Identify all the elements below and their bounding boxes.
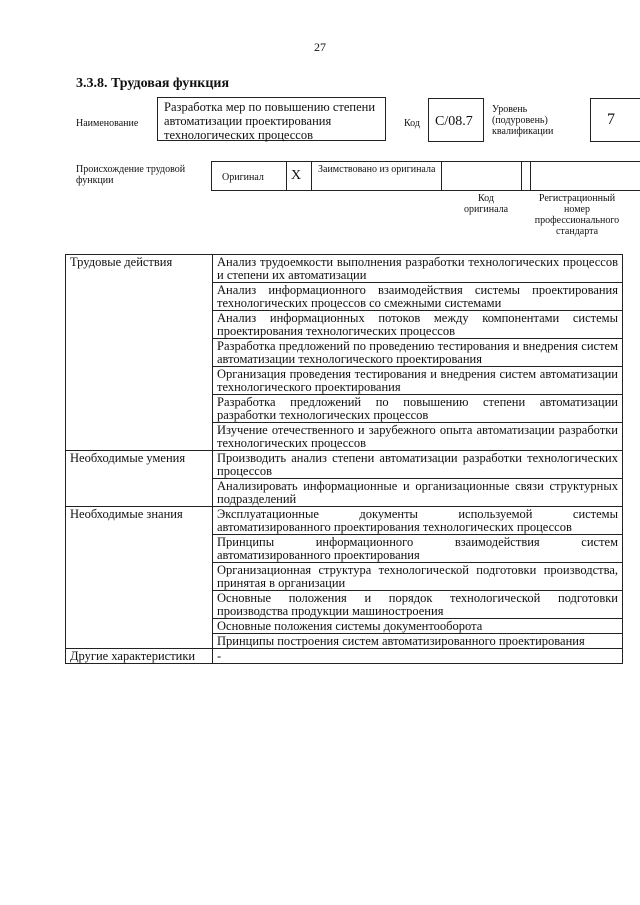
section-title: 3.3.8. Трудовая функция xyxy=(76,76,230,91)
section-item-cell: Анализ информационных потоков между компонентами системы проектирования технологических процессов xyxy=(213,311,623,339)
section-item-cell: Изучение отечественного и зарубежного опыта автоматизации разработки технологических процессов xyxy=(213,423,623,451)
section-item-cell: Эксплуатационные документы используемой системы автоматизированного проектирования технологических процессов xyxy=(213,507,623,535)
reg-number-cell xyxy=(521,161,640,191)
borrowed-cell xyxy=(311,161,441,191)
section-title-cell: Необходимые знания xyxy=(66,507,213,649)
section-item-cell: Основные положения системы документооборота xyxy=(213,619,623,634)
table-row xyxy=(66,507,623,535)
section-item-cell: Анализировать информационные и организационные связи структурных подразделений xyxy=(213,479,623,507)
table-row xyxy=(66,451,623,479)
name-value-box: Разработка мер по повышению степени автоматизации проектирования технологических процессов xyxy=(157,97,386,141)
section-item-cell: Организация проведения тестирования и внедрения систем автоматизации технологического проектирования xyxy=(213,367,623,395)
section-item-cell: Разработка предложений по повышению степени автоматизации разработки технологических процессов xyxy=(213,395,623,423)
section-title-cell: Трудовые действия xyxy=(66,255,213,451)
table-row xyxy=(66,255,623,283)
section-title-cell: Другие характеристики xyxy=(66,649,213,664)
borrowed-label: Заимствовано из оригинала xyxy=(318,164,436,175)
section-item-cell: Анализ трудоемкости выполнения разработки технологических процессов и степени их автоматизации xyxy=(213,255,623,283)
code-value-box: C/08.7 xyxy=(428,98,484,142)
origin-label: Происхождение трудовой функции xyxy=(76,164,186,186)
original-label: Оригинал xyxy=(222,172,264,183)
original-mark: X xyxy=(291,168,302,183)
section-item-cell: Анализ информационного взаимодействия системы проектирования технологических процессов со смежными системами xyxy=(213,283,623,311)
reg-number-label: Регистрационный номер профессионального стандарта xyxy=(534,193,620,237)
original-mark-cell xyxy=(286,161,311,191)
code-original-label: Код оригинала xyxy=(463,193,509,215)
name-label: Наименование xyxy=(76,118,139,129)
section-item-cell: Принципы информационного взаимодействия систем автоматизированного проектирования xyxy=(213,535,623,563)
section-item-cell: Организационная структура технологической подготовки производства, принятая в организации xyxy=(213,563,623,591)
original-cell xyxy=(211,161,286,191)
section-item-cell: - xyxy=(213,649,623,664)
level-label: Уровень (подуровень) квалификации xyxy=(492,104,554,137)
code-label: Код xyxy=(404,118,420,129)
borrowed-code-cell xyxy=(441,161,531,191)
section-item-cell: Производить анализ степени автоматизации разработки технологических процессов xyxy=(213,451,623,479)
origin-row xyxy=(211,161,531,191)
function-table xyxy=(65,254,623,664)
section-item-cell: Основные положения и порядок технологической подготовки производства продукции машиностроения xyxy=(213,591,623,619)
table-row xyxy=(66,649,623,664)
section-item-cell: Принципы построения систем автоматизированного проектирования xyxy=(213,634,623,649)
level-value-box: 7 xyxy=(590,98,640,142)
section-title-cell: Необходимые умения xyxy=(66,451,213,507)
section-item-cell: Разработка предложений по проведению тестирования и внедрения систем автоматизации технологического проектирования xyxy=(213,339,623,367)
page-number: 27 xyxy=(314,40,326,54)
